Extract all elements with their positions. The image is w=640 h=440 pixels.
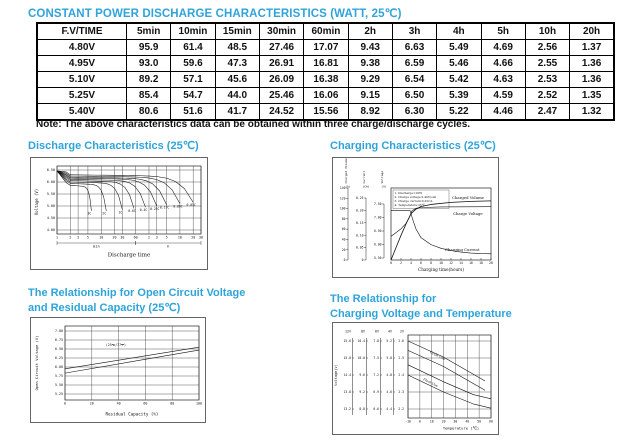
table-cell: 6.59 — [392, 56, 436, 72]
chart-text: 10 — [99, 235, 104, 240]
table-cell: 2.55 — [525, 56, 569, 72]
chart-text: 7.50 — [374, 202, 382, 207]
chart-text: Charge Voltage — [453, 211, 483, 216]
chart-text: 1. Discharge:100% — [394, 190, 423, 195]
chart-text: 2.2 — [398, 407, 404, 412]
table-cell: 5.42 — [437, 72, 481, 88]
chart-text: 0.25 — [356, 196, 364, 201]
chart-text: 15.6 — [343, 339, 351, 344]
chart-text: (25℃/77℉) — [105, 343, 126, 348]
chart-text: 0.4C — [139, 208, 148, 212]
chart-text: 3. Charge current:0.25CA — [394, 199, 433, 203]
table-cell: 16.38 — [304, 72, 348, 88]
page-title: CONSTANT POWER DISCHARGE CHARACTERISTICS (WATT, 25℃) — [28, 8, 402, 20]
chart-text: 5.25 — [55, 392, 63, 397]
table-row — [37, 40, 614, 56]
ocv-title-line2: and Residual Capacity (25℃) — [28, 302, 181, 314]
table-cell: 47.3 — [215, 56, 259, 72]
table-cell: 16.06 — [304, 88, 348, 104]
table-cell: 54.7 — [171, 88, 215, 104]
table-cell: 24.52 — [259, 104, 303, 121]
charging-chart — [332, 157, 499, 278]
table-row — [37, 88, 614, 104]
table-cell: 6.63 — [392, 40, 436, 56]
chart-text: 100 — [196, 401, 202, 406]
table-header: 10h — [525, 23, 569, 40]
table-header: 30min — [259, 23, 303, 40]
chart-text: 20 — [441, 419, 446, 424]
table-cell: 89.2 — [127, 72, 171, 88]
chart-text: 60 — [133, 235, 138, 240]
chart-text: 4.50 — [46, 216, 55, 221]
constant-power-table — [36, 22, 615, 121]
table-cell: 2.47 — [525, 104, 569, 121]
chart-text: 0 — [418, 419, 421, 424]
table-header-row — [37, 23, 614, 40]
chart-text: 8.8 — [359, 407, 365, 412]
chart-text: 30 — [453, 419, 458, 424]
charging-plot — [390, 188, 493, 272]
table-header: 4h — [437, 23, 481, 40]
table-cell: 80.6 — [127, 104, 171, 121]
chart-text: 80 — [170, 401, 175, 406]
chart-text: Discharge time — [107, 252, 151, 259]
chart-text: 2 — [69, 235, 72, 240]
chart-text: 3C — [87, 211, 92, 216]
chart-text: 6.00 — [374, 242, 382, 247]
chart-text: 60 — [489, 419, 493, 424]
chart-text: 8V — [361, 329, 365, 334]
table-cell: 57.1 — [171, 72, 215, 88]
chart-text: 0.05 — [356, 245, 364, 250]
chart-text: 18 — [479, 261, 483, 265]
table-row — [37, 104, 614, 121]
ocv-plot — [34, 326, 202, 417]
table-cell: 1.37 — [570, 40, 614, 56]
chart-text: 4V — [388, 329, 392, 334]
table-cell: 95.9 — [127, 40, 171, 56]
chart-text: 2 — [147, 235, 150, 240]
discharge-chart — [30, 157, 208, 270]
chart-text: 12V — [345, 329, 351, 334]
chart-text: 14 — [459, 261, 463, 265]
chart-text: 20 — [489, 261, 493, 265]
chart-text: 10.0 — [357, 356, 365, 361]
chart-text: 0 — [343, 258, 346, 263]
chart-text: 3 — [155, 235, 158, 240]
temp-bands — [408, 341, 491, 408]
chart-text: 0 — [64, 401, 66, 406]
table-cell: 4.63 — [481, 72, 525, 88]
chart-text: -10 — [405, 419, 411, 424]
table-cell: 26.91 — [259, 56, 303, 72]
temp-scales — [334, 330, 404, 416]
chart-text: 4 — [410, 261, 412, 265]
table-cell: 8.92 — [348, 104, 392, 121]
temp-plot — [405, 335, 493, 431]
chart-text: (CA) — [362, 184, 370, 189]
table-cell: 1.35 — [570, 88, 614, 104]
table-cell: 2.53 — [525, 72, 569, 88]
chart-text: 4.4 — [386, 407, 392, 412]
chart-text: 5.2 — [386, 339, 392, 344]
table-cell: 15.56 — [304, 104, 348, 121]
table-cell: 5.40V — [37, 104, 127, 121]
chart-text: 9.2 — [359, 390, 365, 395]
table-cell: 27.46 — [259, 40, 303, 56]
table-cell: 4.66 — [481, 56, 525, 72]
table-header: 5min — [127, 23, 171, 40]
chart-text: Voltage (V) — [34, 188, 39, 216]
chart-text: 8 — [430, 261, 432, 265]
chart-text: 60 — [143, 401, 148, 406]
chart-text: 5.75 — [55, 374, 63, 379]
chart-text: 5.00 — [46, 204, 55, 209]
chart-text: 1C — [118, 210, 123, 215]
chart-text: 2. Charge voltage:2.40V/cell — [394, 194, 437, 199]
chart-text: Voltage — [380, 170, 384, 184]
charging-chart-title: Charging Characteristics (25℃) — [330, 140, 496, 152]
table-header: 5h — [481, 23, 525, 40]
temp-title-line1: The Relationship for — [330, 293, 437, 305]
chart-text: Charged Volume — [344, 158, 348, 184]
chart-text: 20 — [112, 235, 117, 240]
table-cell: 51.6 — [171, 104, 215, 121]
temp-chart — [332, 322, 499, 435]
chart-text: 6 — [420, 261, 422, 265]
table-cell: 5.46 — [437, 56, 481, 72]
table-cell: 4.80V — [37, 40, 127, 56]
chart-text: Open Circuit Voltage (V) — [34, 335, 39, 391]
table-cell: 9.38 — [348, 56, 392, 72]
chart-text: 6V — [375, 329, 379, 334]
chart-text: 6.00 — [46, 180, 55, 185]
chart-text: 40 — [465, 419, 470, 424]
chart-text: 0.05C — [186, 203, 196, 208]
table-cell: 2.56 — [525, 40, 569, 56]
table-cell: 61.4 — [171, 40, 215, 56]
chart-text: 2 — [400, 261, 402, 265]
chart-text: 5 — [165, 235, 168, 240]
chart-text: Residual Capacity (%) — [105, 411, 159, 417]
table-cell: 2.52 — [525, 88, 569, 104]
chart-text: 7.8 — [373, 339, 379, 344]
chart-text: Temperature (℃) — [442, 425, 480, 431]
table-cell: 5.39 — [437, 88, 481, 104]
chart-text: 50 — [477, 419, 482, 424]
chart-text: 7.00 — [55, 329, 63, 334]
chart-text: 0.6C — [128, 209, 136, 214]
table-cell: 1.36 — [570, 72, 614, 88]
table-cell: 44.0 — [215, 88, 259, 104]
chart-text: 0 — [390, 261, 392, 265]
chart-text: 14.4 — [343, 373, 351, 378]
chart-text: 6.75 — [55, 338, 63, 343]
chart-text: 10 — [429, 419, 434, 424]
chart-text: 7.2 — [373, 373, 379, 378]
chart-text: 13.8 — [343, 390, 351, 395]
ocv-lines — [65, 347, 199, 373]
chart-text: 80 — [341, 216, 346, 221]
table-cell: 16.81 — [304, 56, 348, 72]
chart-text: 140 — [339, 186, 346, 191]
chart-text: 7.00 — [374, 215, 382, 220]
chart-text: 20 — [341, 247, 346, 252]
chart-text: 0.15 — [356, 220, 364, 225]
table-note: Note: The above characteristics data can be obtained within three charge/discharge cycles. — [36, 119, 471, 130]
chart-text: 0.20 — [356, 208, 364, 213]
table-row — [37, 72, 614, 88]
chart-text: (V) — [381, 184, 387, 189]
table-cell: 6.30 — [392, 104, 436, 121]
ocv-chart — [30, 317, 206, 423]
temp-chart-title — [330, 292, 512, 322]
chart-text: 5.50 — [374, 256, 382, 261]
table-header: 15min — [215, 23, 259, 40]
chart-text: 9.6 — [359, 373, 365, 378]
chart-text: 0.09C — [173, 204, 183, 209]
chart-text: 3 — [77, 235, 80, 240]
chart-text: 0 — [361, 258, 364, 263]
chart-text: Voltage(V) — [334, 364, 338, 386]
table-cell: 26.09 — [259, 72, 303, 88]
table-cell: 93.0 — [127, 56, 171, 72]
chart-text: 6.6 — [373, 407, 379, 412]
table-cell: 25.46 — [259, 88, 303, 104]
chart-text: 2.4 — [398, 373, 404, 378]
table-cell: 9.15 — [348, 88, 392, 104]
table-cell: 85.4 — [127, 88, 171, 104]
ocv-chart-title — [28, 286, 245, 316]
table-cell: 4.69 — [481, 40, 525, 56]
table-cell: 4.59 — [481, 88, 525, 104]
table-cell: 45.6 — [215, 72, 259, 88]
chart-text: Float Use — [422, 377, 439, 389]
chart-text: 10 — [439, 261, 443, 265]
chart-text: 100 — [339, 206, 346, 211]
chart-text: Cycle Use — [429, 350, 446, 362]
chart-text: 15.0 — [343, 356, 351, 361]
table-cell: 9.29 — [348, 72, 392, 88]
chart-text: 6.50 — [374, 229, 382, 234]
table-cell: 6.54 — [392, 72, 436, 88]
table-cell: 17.07 — [304, 40, 348, 56]
chart-text: 0.10 — [356, 233, 364, 238]
chart-text: 6.50 — [46, 168, 55, 173]
table-cell: 1.32 — [570, 104, 614, 121]
ocv-title-line1: The Relationship for Open Circuit Voltage — [28, 287, 246, 299]
discharge-chart-title: Discharge Characteristics (25℃) — [28, 140, 199, 152]
table-header: 20h — [570, 23, 614, 40]
table-header: 2h — [348, 23, 392, 40]
chart-text: 0.17C — [159, 205, 170, 210]
table-cell: 48.5 — [215, 40, 259, 56]
chart-text: 5.50 — [55, 383, 63, 388]
chart-text: 2C — [102, 211, 107, 216]
table-header: 60min — [304, 23, 348, 40]
chart-text: 5.50 — [46, 192, 55, 197]
table-cell: 5.10V — [37, 72, 127, 88]
table-row — [37, 56, 614, 72]
chart-text: 6.50 — [55, 347, 63, 352]
chart-text: 30 — [120, 235, 125, 240]
chart-text: 4.00 — [46, 228, 55, 233]
chart-text: 7.5 — [373, 356, 379, 361]
chart-text: 40 — [116, 401, 121, 406]
chart-text: 2.3 — [398, 390, 404, 395]
chart-text: min — [92, 243, 100, 249]
table-cell: 4.95V — [37, 56, 127, 72]
chart-text: 2.6 — [398, 339, 404, 344]
chart-text: 4.6 — [386, 390, 392, 395]
chart-text: 2.5 — [398, 356, 404, 361]
table-header: 10min — [171, 23, 215, 40]
chart-text: 13.2 — [343, 407, 351, 412]
chart-text: 20 — [89, 401, 94, 406]
table-cell: 9.43 — [348, 40, 392, 56]
chart-text: Charged Volume — [452, 195, 484, 200]
chart-text: 6.00 — [55, 365, 63, 370]
charging-axes — [340, 158, 387, 262]
table-cell: 59.6 — [171, 56, 215, 72]
chart-text: 10.4 — [357, 339, 365, 344]
table-cell: 6.50 — [392, 88, 436, 104]
chart-text: 60 — [341, 227, 346, 232]
table-cell: 41.7 — [215, 104, 259, 121]
chart-text: 120 — [339, 196, 346, 201]
chart-text: 0.25C — [150, 206, 160, 211]
discharge-curves — [57, 171, 196, 216]
chart-text: 5 — [86, 235, 89, 240]
chart-text: Charging Current — [445, 247, 480, 252]
chart-text: 10 — [177, 235, 182, 240]
chart-text: (%) — [345, 184, 351, 189]
table-cell: 5.25V — [37, 88, 127, 104]
chart-text: 5.0 — [386, 356, 392, 361]
chart-text: Current — [362, 170, 366, 184]
chart-text: 6.25 — [55, 356, 63, 361]
table-header: 3h — [392, 23, 436, 40]
table-cell: 5.49 — [437, 40, 481, 56]
temp-title-line2: Charging Voltage and Temperature — [330, 308, 512, 320]
chart-text: 1 — [56, 235, 58, 240]
table-cell: 4.46 — [481, 104, 525, 121]
chart-text: 16 — [469, 261, 473, 265]
chart-text: 20 — [191, 235, 196, 240]
chart-text: 12 — [449, 261, 453, 265]
table-header: F.V/TIME — [37, 23, 127, 40]
chart-text: h — [167, 243, 170, 249]
chart-text: 4.8 — [386, 373, 392, 378]
table-cell: 5.22 — [437, 104, 481, 121]
chart-text: 2V — [400, 329, 404, 334]
chart-text: 30 — [199, 235, 203, 240]
chart-text: 6.9 — [373, 390, 379, 395]
chart-text: 40 — [341, 237, 346, 242]
chart-text: Charging time(hours) — [418, 267, 464, 272]
table-cell: 1.36 — [570, 56, 614, 72]
chart-text: 4. Temperature:25℃ — [394, 203, 425, 208]
